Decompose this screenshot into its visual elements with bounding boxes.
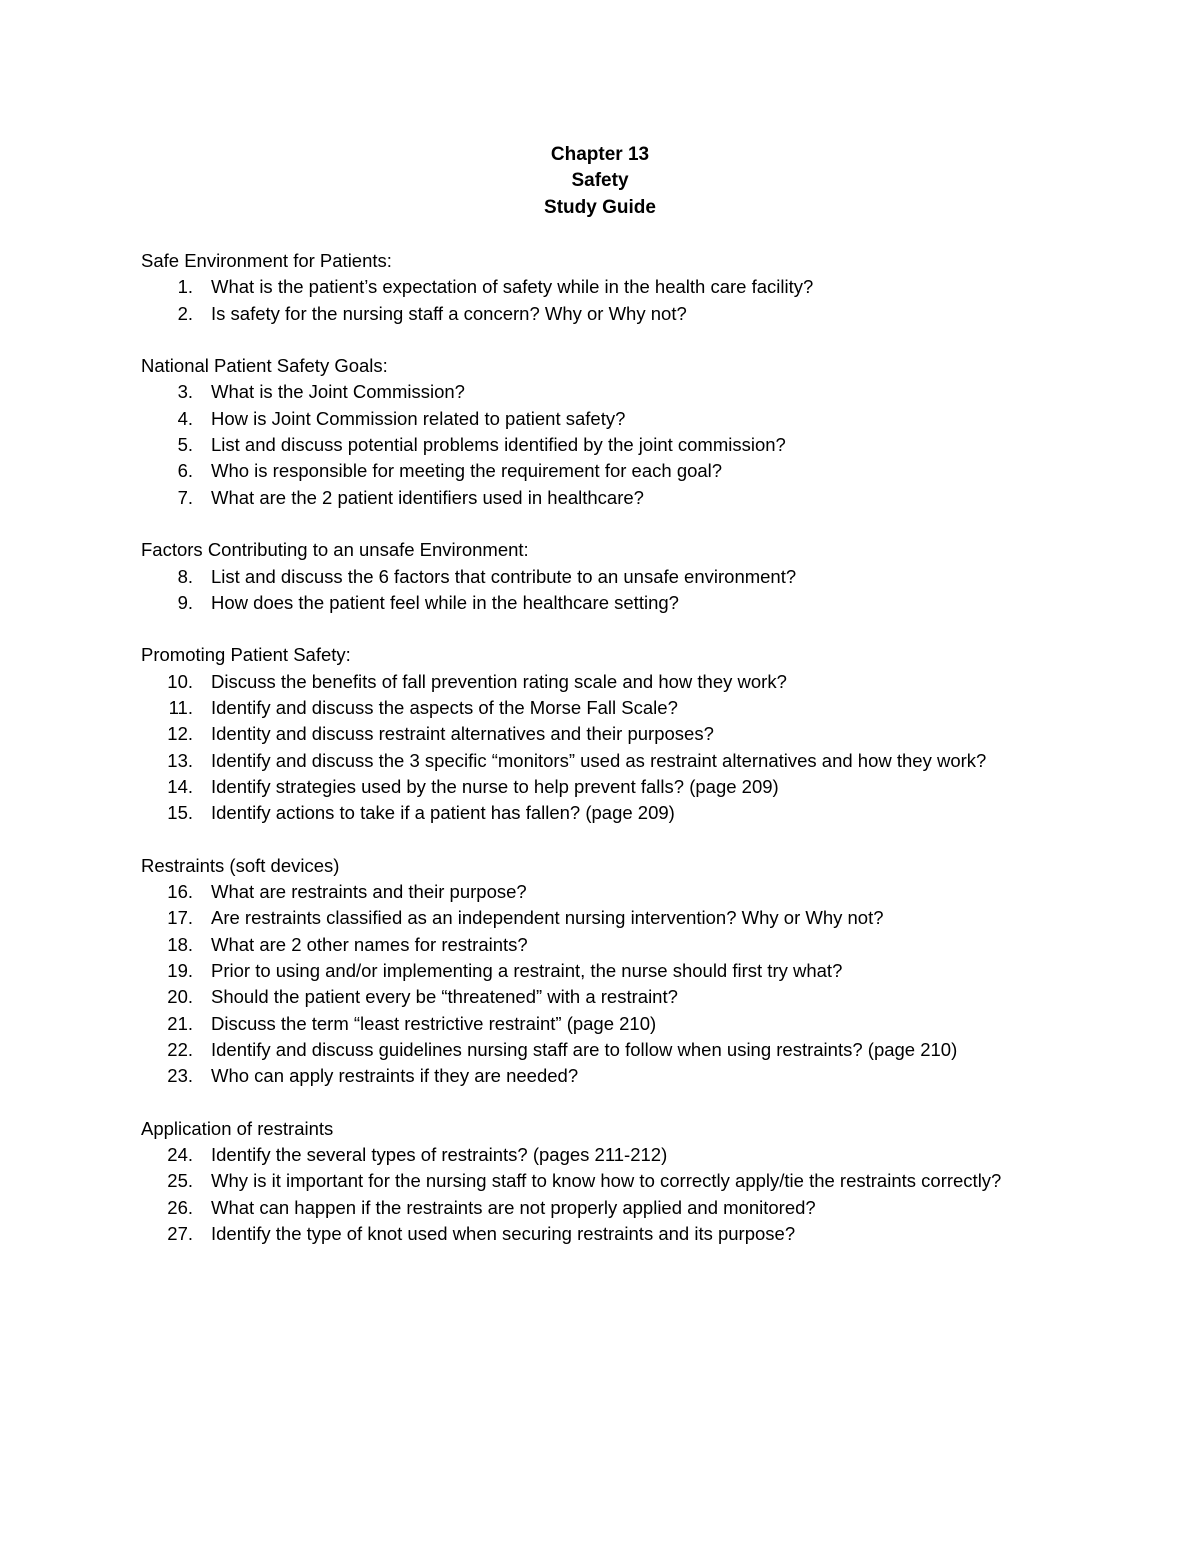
question-item <box>141 695 1061 721</box>
question-list <box>141 274 1061 327</box>
question-number: 11. <box>168 697 193 719</box>
question-number: 26. <box>167 1196 193 1218</box>
question-number: 19. <box>167 960 193 982</box>
question-list <box>141 379 1061 510</box>
question-text: What is the patient’s expectation of safety while in the health care facility? <box>211 276 814 298</box>
question-text: Is safety for the nursing staff a concern? Why or Why not? <box>211 302 687 324</box>
question-number: 3. <box>177 381 193 403</box>
question-number: 2. <box>177 302 193 324</box>
question-text: Are restraints classified as an independent nursing intervention? Why or Why not? <box>211 907 884 929</box>
question-item <box>141 590 1061 616</box>
question-text: What are the 2 patient identifiers used in healthcare? <box>211 486 644 508</box>
question-item <box>141 301 1061 327</box>
section <box>141 248 1061 327</box>
topic-title: Safety <box>571 170 629 192</box>
question-item <box>141 485 1061 511</box>
question-item <box>141 379 1061 405</box>
section <box>141 537 1061 616</box>
study-guide-content <box>141 248 1061 1274</box>
question-item <box>141 1168 1061 1194</box>
question-text: Identify and discuss the 3 specific “monitors” used as restraint alternatives and how they work? <box>211 749 987 771</box>
question-text: What are restraints and their purpose? <box>211 881 527 903</box>
question-item <box>141 932 1061 958</box>
question-item <box>141 1063 1061 1089</box>
question-text: Discuss the term “least restrictive restraint” (page 210) <box>211 1012 657 1034</box>
question-item <box>141 800 1061 826</box>
question-text: Who is responsible for meeting the requirement for each goal? <box>211 460 723 482</box>
question-list <box>141 879 1061 1089</box>
question-item <box>141 774 1061 800</box>
question-number: 18. <box>167 933 193 955</box>
question-number: 8. <box>177 565 193 587</box>
question-number: 22. <box>167 1038 193 1060</box>
question-item <box>141 958 1061 984</box>
question-number: 14. <box>167 775 193 797</box>
question-text: Identify strategies used by the nurse to help prevent falls? (page 209) <box>211 775 779 797</box>
question-number: 1. <box>177 276 193 298</box>
question-text: How does the patient feel while in the healthcare setting? <box>211 591 679 613</box>
question-text: Prior to using and/or implementing a restraint, the nurse should first try what? <box>211 960 843 982</box>
question-item <box>141 748 1061 774</box>
question-text: Who can apply restraints if they are needed? <box>211 1065 579 1087</box>
question-number: 17. <box>167 907 193 929</box>
question-number: 6. <box>177 460 193 482</box>
question-text: Should the patient every be “threatened” with a restraint? <box>211 986 678 1008</box>
question-text: List and discuss the 6 factors that contribute to an unsafe environment? <box>211 565 797 587</box>
section <box>141 353 1061 511</box>
question-number: 12. <box>167 723 193 745</box>
section <box>141 1116 1061 1247</box>
question-number: 13. <box>167 749 193 771</box>
question-text: How is Joint Commission related to patient safety? <box>211 407 626 429</box>
section-heading: Safe Environment for Patients: <box>141 250 392 271</box>
guide-title: Study Guide <box>544 196 656 218</box>
question-item <box>141 274 1061 300</box>
question-text: Why is it important for the nursing staff to know how to correctly apply/tie the restraints correctly? <box>211 1170 1002 1192</box>
question-item <box>141 1221 1061 1247</box>
question-text: Identify actions to take if a patient has fallen? (page 209) <box>211 802 675 824</box>
question-number: 15. <box>167 802 193 824</box>
question-number: 27. <box>167 1222 193 1244</box>
question-item <box>141 458 1061 484</box>
question-item <box>141 1195 1061 1221</box>
question-list <box>141 669 1061 827</box>
question-number: 20. <box>167 986 193 1008</box>
question-text: List and discuss potential problems identified by the joint commission? <box>211 434 786 456</box>
question-number: 4. <box>177 407 193 429</box>
section-heading: Application of restraints <box>141 1117 334 1139</box>
question-item <box>141 1142 1061 1168</box>
section <box>141 853 1061 1090</box>
question-number: 7. <box>177 486 193 508</box>
question-list <box>141 564 1061 617</box>
question-item <box>141 1037 1061 1063</box>
question-item <box>141 432 1061 458</box>
section-heading: Promoting Patient Safety: <box>141 644 351 666</box>
question-text: Identify and discuss guidelines nursing staff are to follow when using restraints? (page 210) <box>211 1038 958 1060</box>
question-text: Identify the several types of restraints? (pages 211-212) <box>211 1144 668 1166</box>
question-number: 25. <box>167 1170 193 1192</box>
question-list <box>141 1142 1061 1247</box>
question-number: 5. <box>177 434 193 456</box>
question-number: 10. <box>167 670 193 692</box>
section-heading: Restraints (soft devices) <box>141 854 340 876</box>
section <box>141 642 1061 826</box>
question-item <box>141 905 1061 931</box>
question-item <box>141 984 1061 1010</box>
question-text: What is the Joint Commission? <box>211 381 465 403</box>
document-title <box>0 142 1200 221</box>
question-number: 24. <box>167 1144 193 1166</box>
question-number: 23. <box>167 1065 193 1087</box>
question-text: What are 2 other names for restraints? <box>211 933 528 955</box>
question-item <box>141 406 1061 432</box>
question-item <box>141 721 1061 747</box>
question-item <box>141 564 1061 590</box>
question-text: Discuss the benefits of fall prevention rating scale and how they work? <box>211 670 787 692</box>
question-item <box>141 669 1061 695</box>
question-text: What can happen if the restraints are not properly applied and monitored? <box>211 1196 816 1218</box>
chapter-title: Chapter 13 <box>550 144 650 165</box>
question-text: Identify the type of knot used when securing restraints and its purpose? <box>211 1222 796 1244</box>
question-text: Identity and discuss restraint alternatives and their purposes? <box>211 723 714 745</box>
question-number: 16. <box>167 881 193 903</box>
question-item <box>141 879 1061 905</box>
question-text: Identify and discuss the aspects of the Morse Fall Scale? <box>211 697 678 719</box>
question-number: 21. <box>167 1012 193 1034</box>
section-heading: National Patient Safety Goals: <box>141 355 388 377</box>
question-item <box>141 1011 1061 1037</box>
question-number: 9. <box>177 591 193 613</box>
section-heading: Factors Contributing to an unsafe Environment: <box>141 539 529 561</box>
